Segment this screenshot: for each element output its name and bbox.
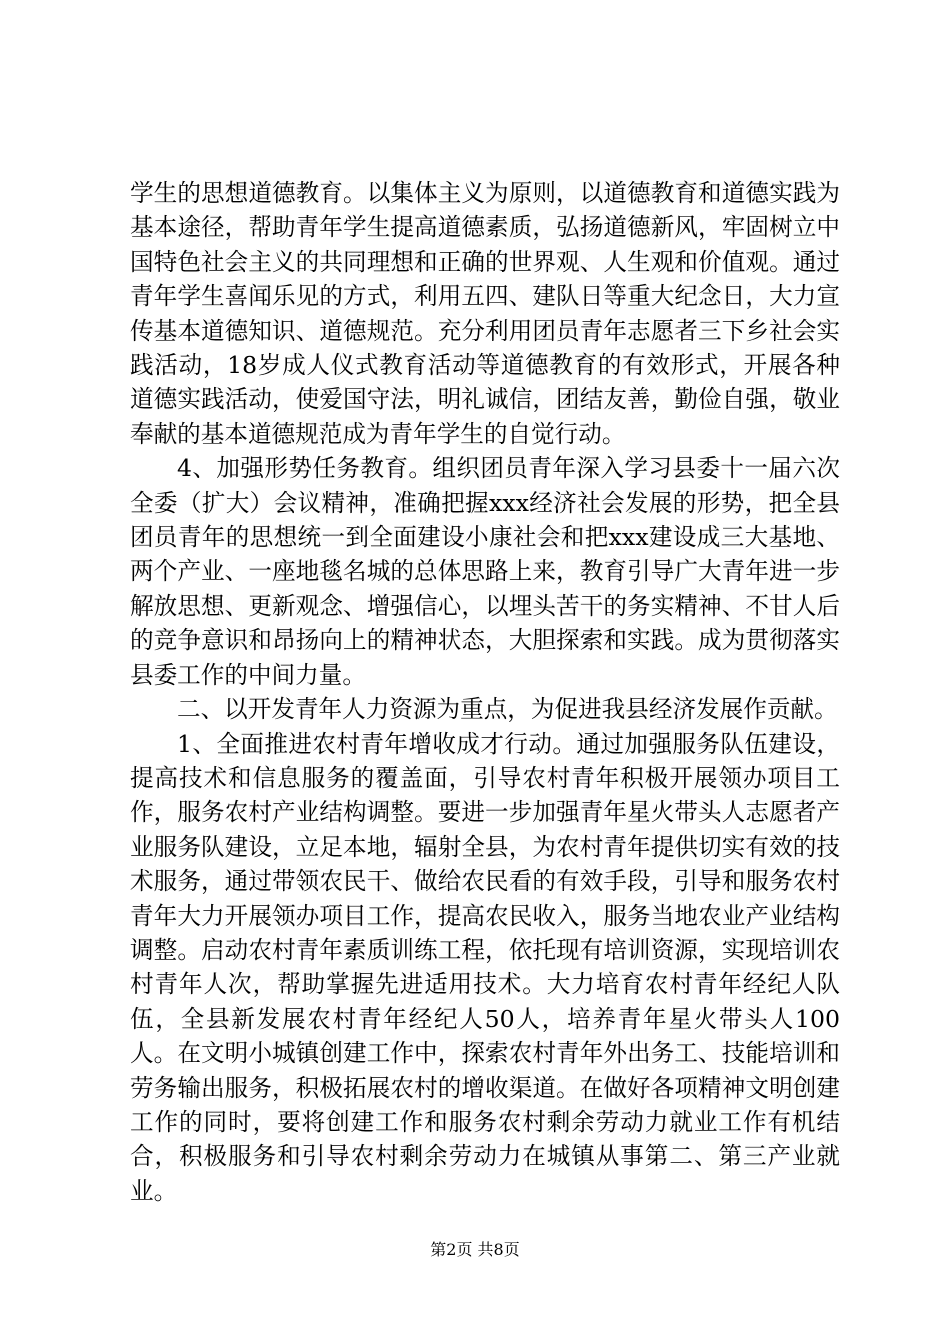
paragraph-moral-education: 学生的思想道德教育。以集体主义为原则，以道德教育和道德实践为基本途径，帮助青年学生提高道德素质，弘扬道德新风，牢固树立中国特色社会主义的共同理想和正确的世界观、人生观和价值观。通过青年学生喜闻乐见的方式，利用五四、建队日等重大纪念日，大力宣传基本道德知识、道德规范。充分利用团员青年志愿者三下乡社会实践活动，18岁成人仪式教育活动等道德教育的有效形式，开展各种道德实践活动，使爱国守法，明礼诚信，团结友善，勤俭自强，敬业奉献的基本道德规范成为青年学生的自觉行动。	[130, 179, 840, 448]
paragraph-situation-education: 4、加强形势任务教育。组织团员青年深入学习县委十一届六次全委（扩大）会议精神，准确把握xxx经济社会发展的形势，把全县团员青年的思想统一到全面建设小康社会和把xxx建设成三大基地、两个产业、一座地毯名城的总体思路上来，教育引导广大青年进一步解放思想、更新观念、增强信心，以埋头苦干的务实精神、不甘人后的竞争意识和昂扬向上的精神状态，大胆探索和实践。成为贯彻落实县委工作的中间力量。	[130, 454, 840, 689]
page-number-footer: 第2页 共8页	[430, 1240, 520, 1259]
document-body	[130, 176, 840, 1208]
paragraph-rural-youth: 1、全面推进农村青年增收成才行动。通过加强服务队伍建设，提高技术和信息服务的覆盖面，引导农村青年积极开展领办项目工作，服务农村产业结构调整。要进一步加强青年星火带头人志愿者产业服务队建设，立足本地，辐射全县，为农村青年提供切实有效的技术服务，通过带领农民干、做给农民看的有效手段，引导和服务农村青年大力开展领办项目工作，提高农民收入，服务当地农业产业结构调整。启动农村青年素质训练工程，依托现有培训资源，实现培训农村青年人次，帮助掌握先进适用技术。大力培育农村青年经纪人队伍，全县新发展农村青年经纪人50人，培养青年星火带头人100人。在文明小城镇创建工作中，探索农村青年外出务工、技能培训和劳务输出服务，积极拓展农村的增收渠道。在做好各项精神文明创建工作的同时，要将创建工作和服务农村剩余劳动力就业工作有机结合，积极服务和引导农村剩余劳动力在城镇从事第二、第三产业就业。	[130, 729, 840, 1205]
paragraph-section-two-heading: 二、以开发青年人力资源为重点，为促进我县经济发展作贡献。	[177, 695, 838, 724]
